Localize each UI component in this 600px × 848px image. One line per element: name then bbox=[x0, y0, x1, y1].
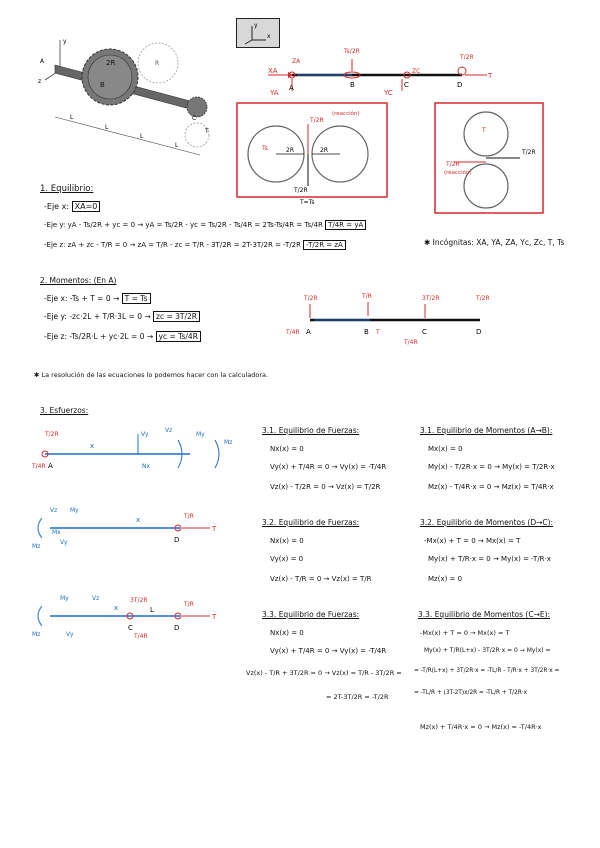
ts2r-label: Ts/2R bbox=[344, 48, 360, 55]
fbd3-t-r: T/R bbox=[184, 601, 194, 608]
fbd2-diagram bbox=[30, 504, 230, 556]
m-t2r-right: T/2R bbox=[476, 295, 490, 302]
m31-line-0: Mx(x) = 0 bbox=[428, 445, 463, 453]
f32-line-1: Vy(x) = 0 bbox=[270, 555, 304, 563]
fbd1-my: My bbox=[196, 431, 205, 438]
m32-line-0: -Mx(x) + T = 0 → Mx(x) = T bbox=[424, 537, 521, 545]
fbd3-mz: Mz bbox=[32, 631, 41, 638]
fbd3-my: My bbox=[60, 595, 69, 602]
torque-t-label: T bbox=[205, 128, 209, 135]
axis-z-label: z bbox=[38, 78, 42, 85]
m-b: B bbox=[364, 328, 369, 336]
f31-line-0: Nx(x) = 0 bbox=[270, 445, 304, 453]
ya-label: YA bbox=[270, 89, 279, 97]
m33-line-1: My(x) + T/R(L+x) - 3T/2R·x = 0 → My(x) = bbox=[424, 647, 551, 654]
m-c: C bbox=[422, 328, 427, 336]
point-b-label: B bbox=[100, 81, 105, 89]
f32-title: 3.2. Equilibrio de Fuerzas: bbox=[262, 518, 360, 527]
f33-line-3: = 2T-3T/2R = -T/2R bbox=[326, 693, 389, 701]
m-t2r-top: T/2R bbox=[304, 295, 318, 302]
m32-line-2: Mz(x) = 0 bbox=[428, 575, 463, 583]
mx-line: -Eje x: -Ts + T = 0 → T = Ts bbox=[44, 294, 151, 304]
fbd1-vz: Vz bbox=[165, 427, 173, 434]
mx-box: T = Ts bbox=[122, 293, 151, 304]
shaft-isometric-drawing bbox=[30, 25, 230, 170]
m31-line-2: Mz(x) - T/4R·x = 0 → Mz(x) = T/4R·x bbox=[428, 483, 554, 491]
axes-icon bbox=[236, 18, 280, 48]
section1-title: 1. Equilibrio: bbox=[40, 184, 94, 194]
fbd3-3t2r: 3T/2R bbox=[130, 597, 148, 604]
dim-l3: L bbox=[140, 133, 144, 140]
svg-text:x: x bbox=[267, 33, 271, 40]
svg-text:y: y bbox=[254, 22, 258, 29]
mz-line: -Eje z: -Ts/2R·L + yc·2L = 0 → yc = Ts/4R bbox=[44, 332, 201, 342]
m33-line-0: -Mx(x) + T = 0 → Mx(x) = T bbox=[420, 629, 510, 637]
m33-line-2: = -T/R(L+x) + 3T/2R·x = -TL/R - T/R·x + 3T/2R·x = bbox=[414, 668, 560, 674]
left-t2r-bottom-label: T/2R bbox=[294, 187, 308, 194]
fbd1-a: A bbox=[48, 462, 53, 470]
fbd2-mx: Mx bbox=[52, 529, 61, 536]
f33-title: 3.3. Equilibrio de Fuerzas: bbox=[262, 610, 360, 619]
beam-b-label: B bbox=[350, 81, 355, 89]
m32-title: 3.2. Equilibrio de Momentos (D→C): bbox=[420, 518, 554, 527]
m-d: D bbox=[476, 328, 482, 336]
right-gear-box bbox=[434, 102, 544, 214]
m31-title: 3.1. Equilibrio de Momentos (A→B): bbox=[420, 426, 553, 435]
eq-x-box: XA=0 bbox=[72, 201, 101, 212]
za-label: ZA bbox=[292, 58, 301, 65]
eq-x-line: -Eje x: XA=0 bbox=[44, 202, 100, 212]
left-reaccion-label: (reacción) bbox=[332, 111, 360, 117]
right-t-label: T bbox=[482, 127, 486, 134]
f31-title: 3.1. Equilibrio de Fuerzas: bbox=[262, 426, 360, 435]
m-t: T bbox=[376, 329, 380, 336]
right-t2r-label: T/2R bbox=[522, 149, 536, 156]
left-2r-b-label: 2R bbox=[320, 147, 328, 154]
fbd1-vy: Vy bbox=[141, 431, 149, 438]
fbd3-d: D bbox=[174, 624, 180, 632]
f33-line-2: Vz(x) - T/R + 3T/2R = 0 → Vz(x) = T/R - 3T/2R = bbox=[246, 669, 402, 677]
fbd2-x: x bbox=[136, 516, 141, 524]
point-c-label: C bbox=[192, 115, 197, 122]
m33-line-3: = -TL/R + (3T-2T)x/2R = -TL/R + T/2R·x bbox=[414, 690, 528, 696]
fbd2-mz: Mz bbox=[32, 543, 41, 550]
left-ts-label: Ts bbox=[262, 145, 268, 152]
fbd2-d: D bbox=[174, 536, 180, 544]
fbd1-mz: Mz bbox=[224, 439, 233, 446]
point-a-label: A bbox=[40, 58, 45, 65]
calculator-note: ✱ La resolución de las ecuaciones lo podemos hacer con la calculadora. bbox=[34, 371, 269, 379]
dim-l1: L bbox=[70, 114, 74, 121]
yc-label: YC bbox=[384, 89, 393, 97]
fbd1-t2r: T/2R bbox=[45, 431, 59, 438]
f33-line-0: Nx(x) = 0 bbox=[270, 629, 304, 637]
f32-line-0: Nx(x) = 0 bbox=[270, 537, 304, 545]
gear-2r-label: 2R bbox=[106, 59, 116, 67]
fbd3-t4r: T/4R bbox=[134, 633, 148, 640]
fbd1-x: x bbox=[90, 442, 95, 450]
eq-z-box: -T/2R = zA bbox=[303, 240, 346, 250]
m-t4r-c: T/4R bbox=[404, 339, 418, 346]
axis-y-label: y bbox=[63, 38, 67, 45]
fbd1-diagram bbox=[10, 424, 240, 484]
top-beam-diagram bbox=[262, 45, 502, 100]
eq-z-line: -Eje z: zA + zc - T/R = 0 → zA = T/R - zc = T/R - 3T/2R = 2T-3T/2R = -T/2R -T/2R = zA bbox=[44, 240, 346, 250]
moments-beam-diagram bbox=[280, 290, 510, 352]
left-2r-label: 2R bbox=[286, 147, 294, 154]
m31-line-1: My(x) - T/2R·x = 0 → My(x) = T/2R·x bbox=[428, 463, 555, 471]
fbd1-t4r: T/4R bbox=[32, 463, 46, 470]
f31-line-1: Vy(x) + T/4R = 0 → Vy(x) = -T/4R bbox=[270, 463, 387, 471]
eq-y-box: T/4R = yA bbox=[325, 220, 366, 230]
dim-l4: L bbox=[175, 142, 179, 149]
mz-box: yc = Ts/4R bbox=[156, 331, 201, 342]
fbd2-vz: Vz bbox=[50, 507, 58, 514]
f32-line-2: Vz(x) - T/R = 0 → Vz(x) = T/R bbox=[270, 575, 372, 583]
m33-title: 3.3. Equilibrio de Momentos (C→E): bbox=[418, 610, 551, 619]
t-label: T bbox=[488, 72, 493, 80]
left-t2r-label: T/2R bbox=[310, 117, 324, 124]
fbd3-vy: Vy bbox=[66, 631, 74, 638]
beam-d-label: D bbox=[457, 81, 463, 89]
unknowns-note: ✱ Incógnitas: XA, YA, ZA, Yc, Zc, T, Ts bbox=[424, 238, 565, 247]
beam-c-label: C bbox=[404, 81, 409, 89]
fbd1-nx: Nx bbox=[142, 463, 151, 470]
fbd2-vy: Vy bbox=[60, 539, 68, 546]
ghost-gear-r-label: R bbox=[155, 60, 160, 67]
f33-line-1: Vy(x) + T/4R = 0 → Vy(x) = -T/4R bbox=[270, 647, 387, 655]
dim-l2: L bbox=[105, 124, 109, 131]
eq-y-line: -Eje y: yA - Ts/2R + yc = 0 → yA = Ts/2R - yc = Ts/2R - Ts/4R = 2Ts-Ts/4R = Ts/4R T/4R = yA bbox=[44, 220, 366, 230]
fbd2-t-r: T/R bbox=[184, 513, 194, 520]
m32-line-1: My(x) + T/R·x = 0 → My(x) = -T/R·x bbox=[428, 555, 551, 563]
zc-label: ZC bbox=[412, 68, 421, 75]
xa-label: XA bbox=[268, 67, 278, 75]
m-t-r: T/R bbox=[362, 293, 372, 300]
right-t2r-top-label: T/2R bbox=[446, 161, 460, 168]
fbd3-x: x bbox=[114, 604, 119, 612]
m-a: A bbox=[306, 328, 311, 336]
fbd3-diagram bbox=[30, 592, 230, 648]
section2-title: 2. Momentos: (En A) bbox=[40, 276, 117, 285]
my-box: zc = 3T/2R bbox=[153, 311, 200, 322]
right-reaccion-label: (reacción) bbox=[444, 170, 472, 176]
t2r-top-label: T/2R bbox=[460, 54, 474, 61]
fbd2-my: My bbox=[70, 507, 79, 514]
f31-line-2: Vz(x) - T/2R = 0 → Vz(x) = T/2R bbox=[270, 483, 381, 491]
fbd3-c: C bbox=[128, 624, 133, 632]
fbd3-vz: Vz bbox=[92, 595, 100, 602]
my-line: -Eje y: -zc·2L + T/R·3L = 0 → zc = 3T/2R bbox=[44, 312, 200, 322]
m33-line-4: Mz(x) + T/4R·x = 0 → Mz(x) = -T/4R·x bbox=[420, 723, 542, 731]
fbd3-t: T bbox=[212, 613, 217, 621]
section3-title: 3. Esfuerzos: bbox=[40, 406, 89, 415]
m-t4r: T/4R bbox=[286, 329, 300, 336]
fbd2-t: T bbox=[212, 525, 217, 533]
left-t-eq-ts: T=Ts bbox=[300, 199, 315, 206]
m-3t2r: 3T/2R bbox=[422, 295, 440, 302]
beam-a-label: A bbox=[289, 84, 294, 92]
left-gear-box bbox=[236, 102, 388, 206]
fbd3-l: L bbox=[150, 606, 154, 614]
